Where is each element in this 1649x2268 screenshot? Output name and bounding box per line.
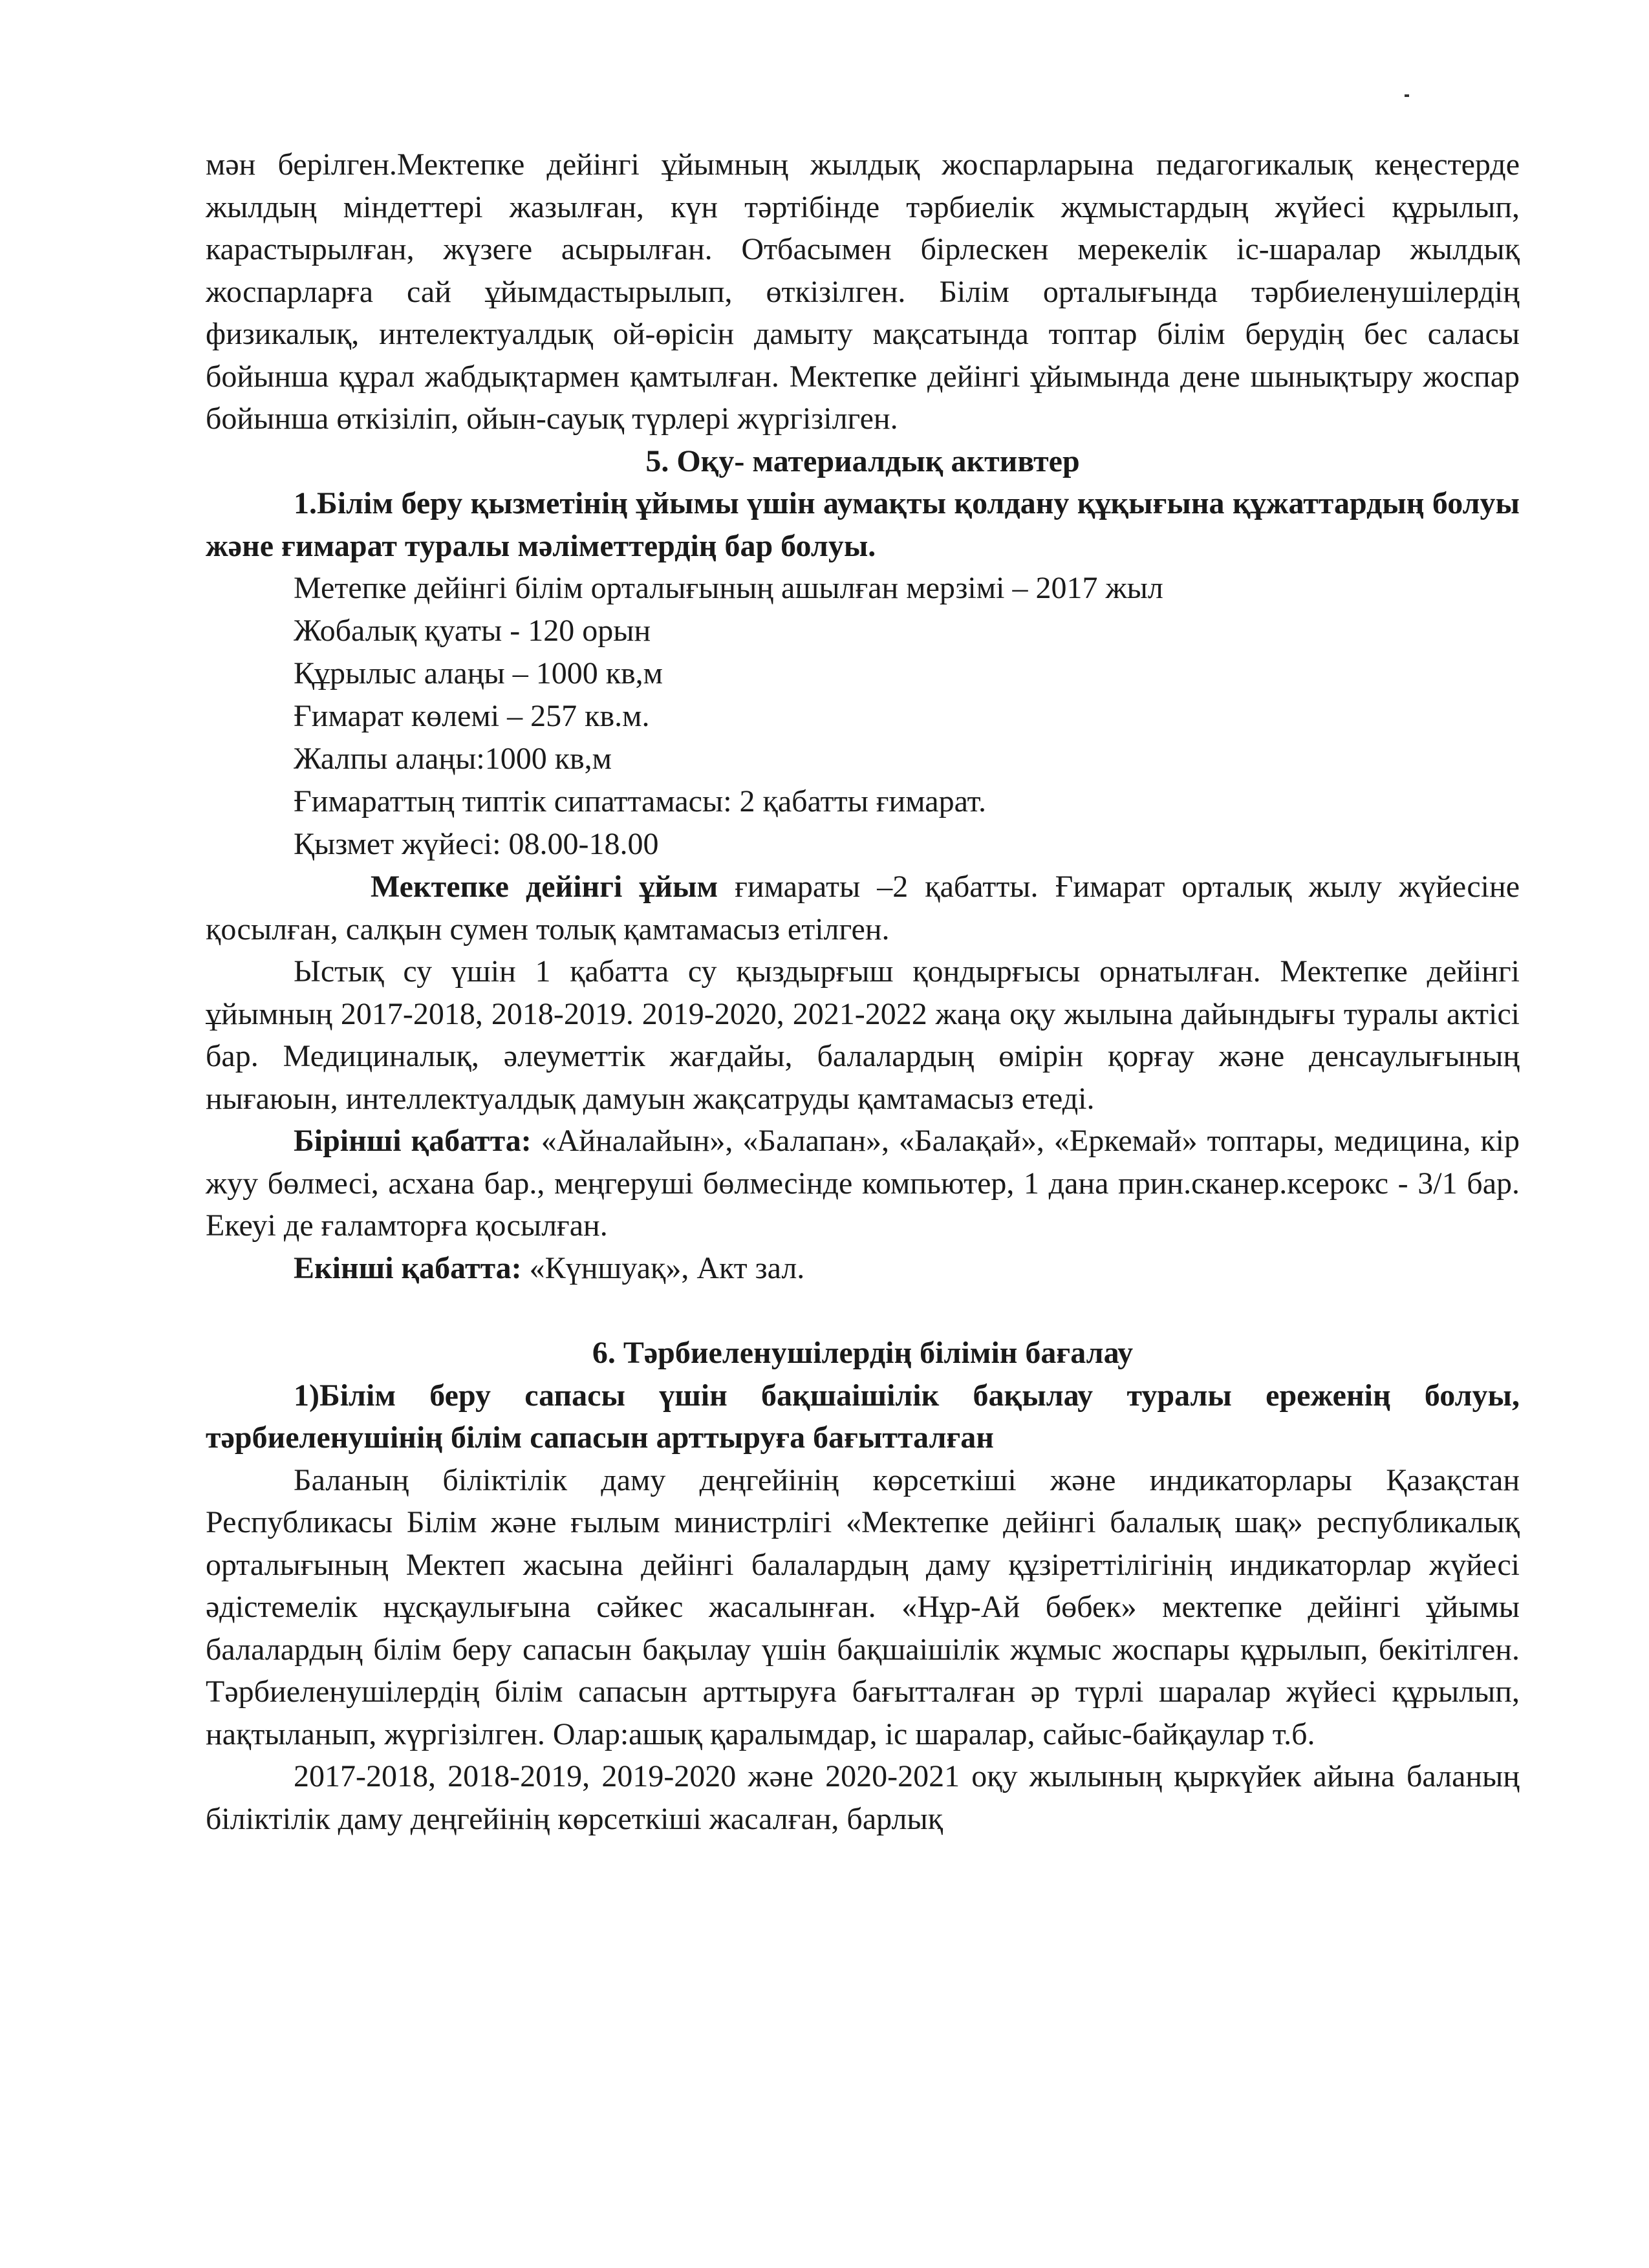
first-floor-lead: Бірінші қабатта: <box>294 1124 532 1158</box>
section-6-title: 6. Тәрбиеленушілердің білімін бағалау <box>592 1336 1134 1370</box>
second-floor-paragraph <box>206 1247 1520 1290</box>
first-floor-paragraph <box>206 1120 1520 1247</box>
document-page <box>206 144 1520 1840</box>
first-floor-text: «Айналайын», «Балапан», «Балақай», «Еркемай» топтары, медицина, кір жуу бөлмесі, асхана бар., меңгеруші бөлмесінде компьютер, 1 дана прин.сканер.ксерокс - 3/1 бар. Екеуі де ғаламторға қосылған. <box>206 1124 1520 1243</box>
building-facts-list <box>206 567 1520 866</box>
assessment-paragraph: Баланың біліктілік даму деңгейінің көрсеткіші және индикаторлары Қазақстан Республикасы Білім және ғылым министрлігі «Мектепке дейінгі балалық шақ» республикалық орталығының Мектеп жасына дейінгі балалардың даму құзіреттілігінің индикаторлар жүйесі әдістемелік нұсқаулығына сәйкес жасалынған. «Нұр-Ай бөбек» мектепке дейінгі ұйымы балалардың білім беру сапасын бақылау үшін бақшаішілік жұмыс жоспары құрылып, бекітілген. Тәрбиеленушілердің білім сапасын арттыруға бағытталған әр түрлі шаралар жүйесі құрылып, нақтыланып, жүргізілген. Олар:ашық қаралымдар, іс шаралар, сайыс-байқаулар т.б. <box>206 1462 1520 1751</box>
second-floor-text: «Күншуақ», Акт зал. <box>521 1250 805 1285</box>
second-floor-lead: Екінші қабатта: <box>294 1250 522 1285</box>
section-gap <box>206 1289 1520 1332</box>
building-paragraph-text: ғимараты –2 қабатты. Ғимарат орталық жылу жүйесіне қосылған, салқын сумен толық қамтамасыз етілген. <box>206 870 1520 947</box>
fact-item: Қызмет жүйесі: 08.00-18.00 <box>294 827 659 861</box>
section-5-subtitle: 1.Білім беру қызметінің ұйымы үшін аумақты қолдану құқығына құжаттардың болуы және ғимарат туралы мәліметтердің бар болуы. <box>206 486 1520 563</box>
fact-item: Жобалық қуаты - 120 орын <box>294 614 651 648</box>
building-paragraph-lead: Мектепке дейінгі ұйым <box>371 870 718 904</box>
fact-item: Құрылыс алаңы – 1000 кв,м <box>294 656 663 690</box>
hot-water-paragraph: Ыстық су үшін 1 қабатта су қыздырғыш қондырғысы орнатылған. Мектепке дейінгі ұйымның 2017-2018, 2018-2019. 2019-2020, 2021-2022 жаңа оқу жылына дайындығы туралы актісі бар. Медициналық, әлеуметтік жағдайы, балалардың өмірін қорғау және денсаулығының нығаюын, интеллектуалдық дамуын жақсатруды қамтамасыз етеді. <box>206 954 1520 1116</box>
fact-item: Ғимараттың типтік сипаттамасы: 2 қабатты ғимарат. <box>294 784 987 818</box>
fact-item: Жалпы алаңы:1000 кв,м <box>294 742 612 776</box>
closing-paragraph: 2017-2018, 2018-2019, 2019-2020 және 2020-2021 оқу жылының қыркүйек айына баланың біліктілік даму деңгейінің көрсеткіші жасалған, барлық <box>206 1759 1520 1836</box>
section-5-title: 5. Оқу- материалдық активтер <box>645 444 1080 478</box>
intro-paragraph: мән берілген.Мектепке дейінгі ұйымның жылдық жоспарларына педагогикалық кеңестерде жылдың міндеттері жазылған, күн тәртібінде тәрбиелік жұмыстардың жүйесі құрылып, карастырылған, жүзеге асырылған. Отбасымен бірлескен мерекелік іс-шаралар жылдық жоспарларға сай ұйымдастырылып, өткізілген. Білім орталығында тәрбиеленушілердің физикалық, интелектуалдық ой-өрісін дамыту мақсатында топтар білім берудің бес саласы бойынша құрал жабдықтармен қамтылған. Мектепке дейінгі ұйымында дене шынықтыру жоспар бойынша өткізіліп, ойын-сауық түрлері жүргізілген. <box>206 147 1520 436</box>
fact-item: Ғимарат көлемі – 257 кв.м. <box>294 699 650 733</box>
fact-item: Метепке дейінгі білім орталығының ашылған мерзімі – 2017 жыл <box>294 571 1163 605</box>
scan-mark <box>1405 94 1409 97</box>
section-6-subtitle: 1)Білім беру сапасы үшін бақшаішілік бақылау туралы ереженің болуы, тәрбиеленушінің білім сапасын арттыруға бағытталған <box>206 1378 1520 1455</box>
building-paragraph <box>206 866 1520 950</box>
